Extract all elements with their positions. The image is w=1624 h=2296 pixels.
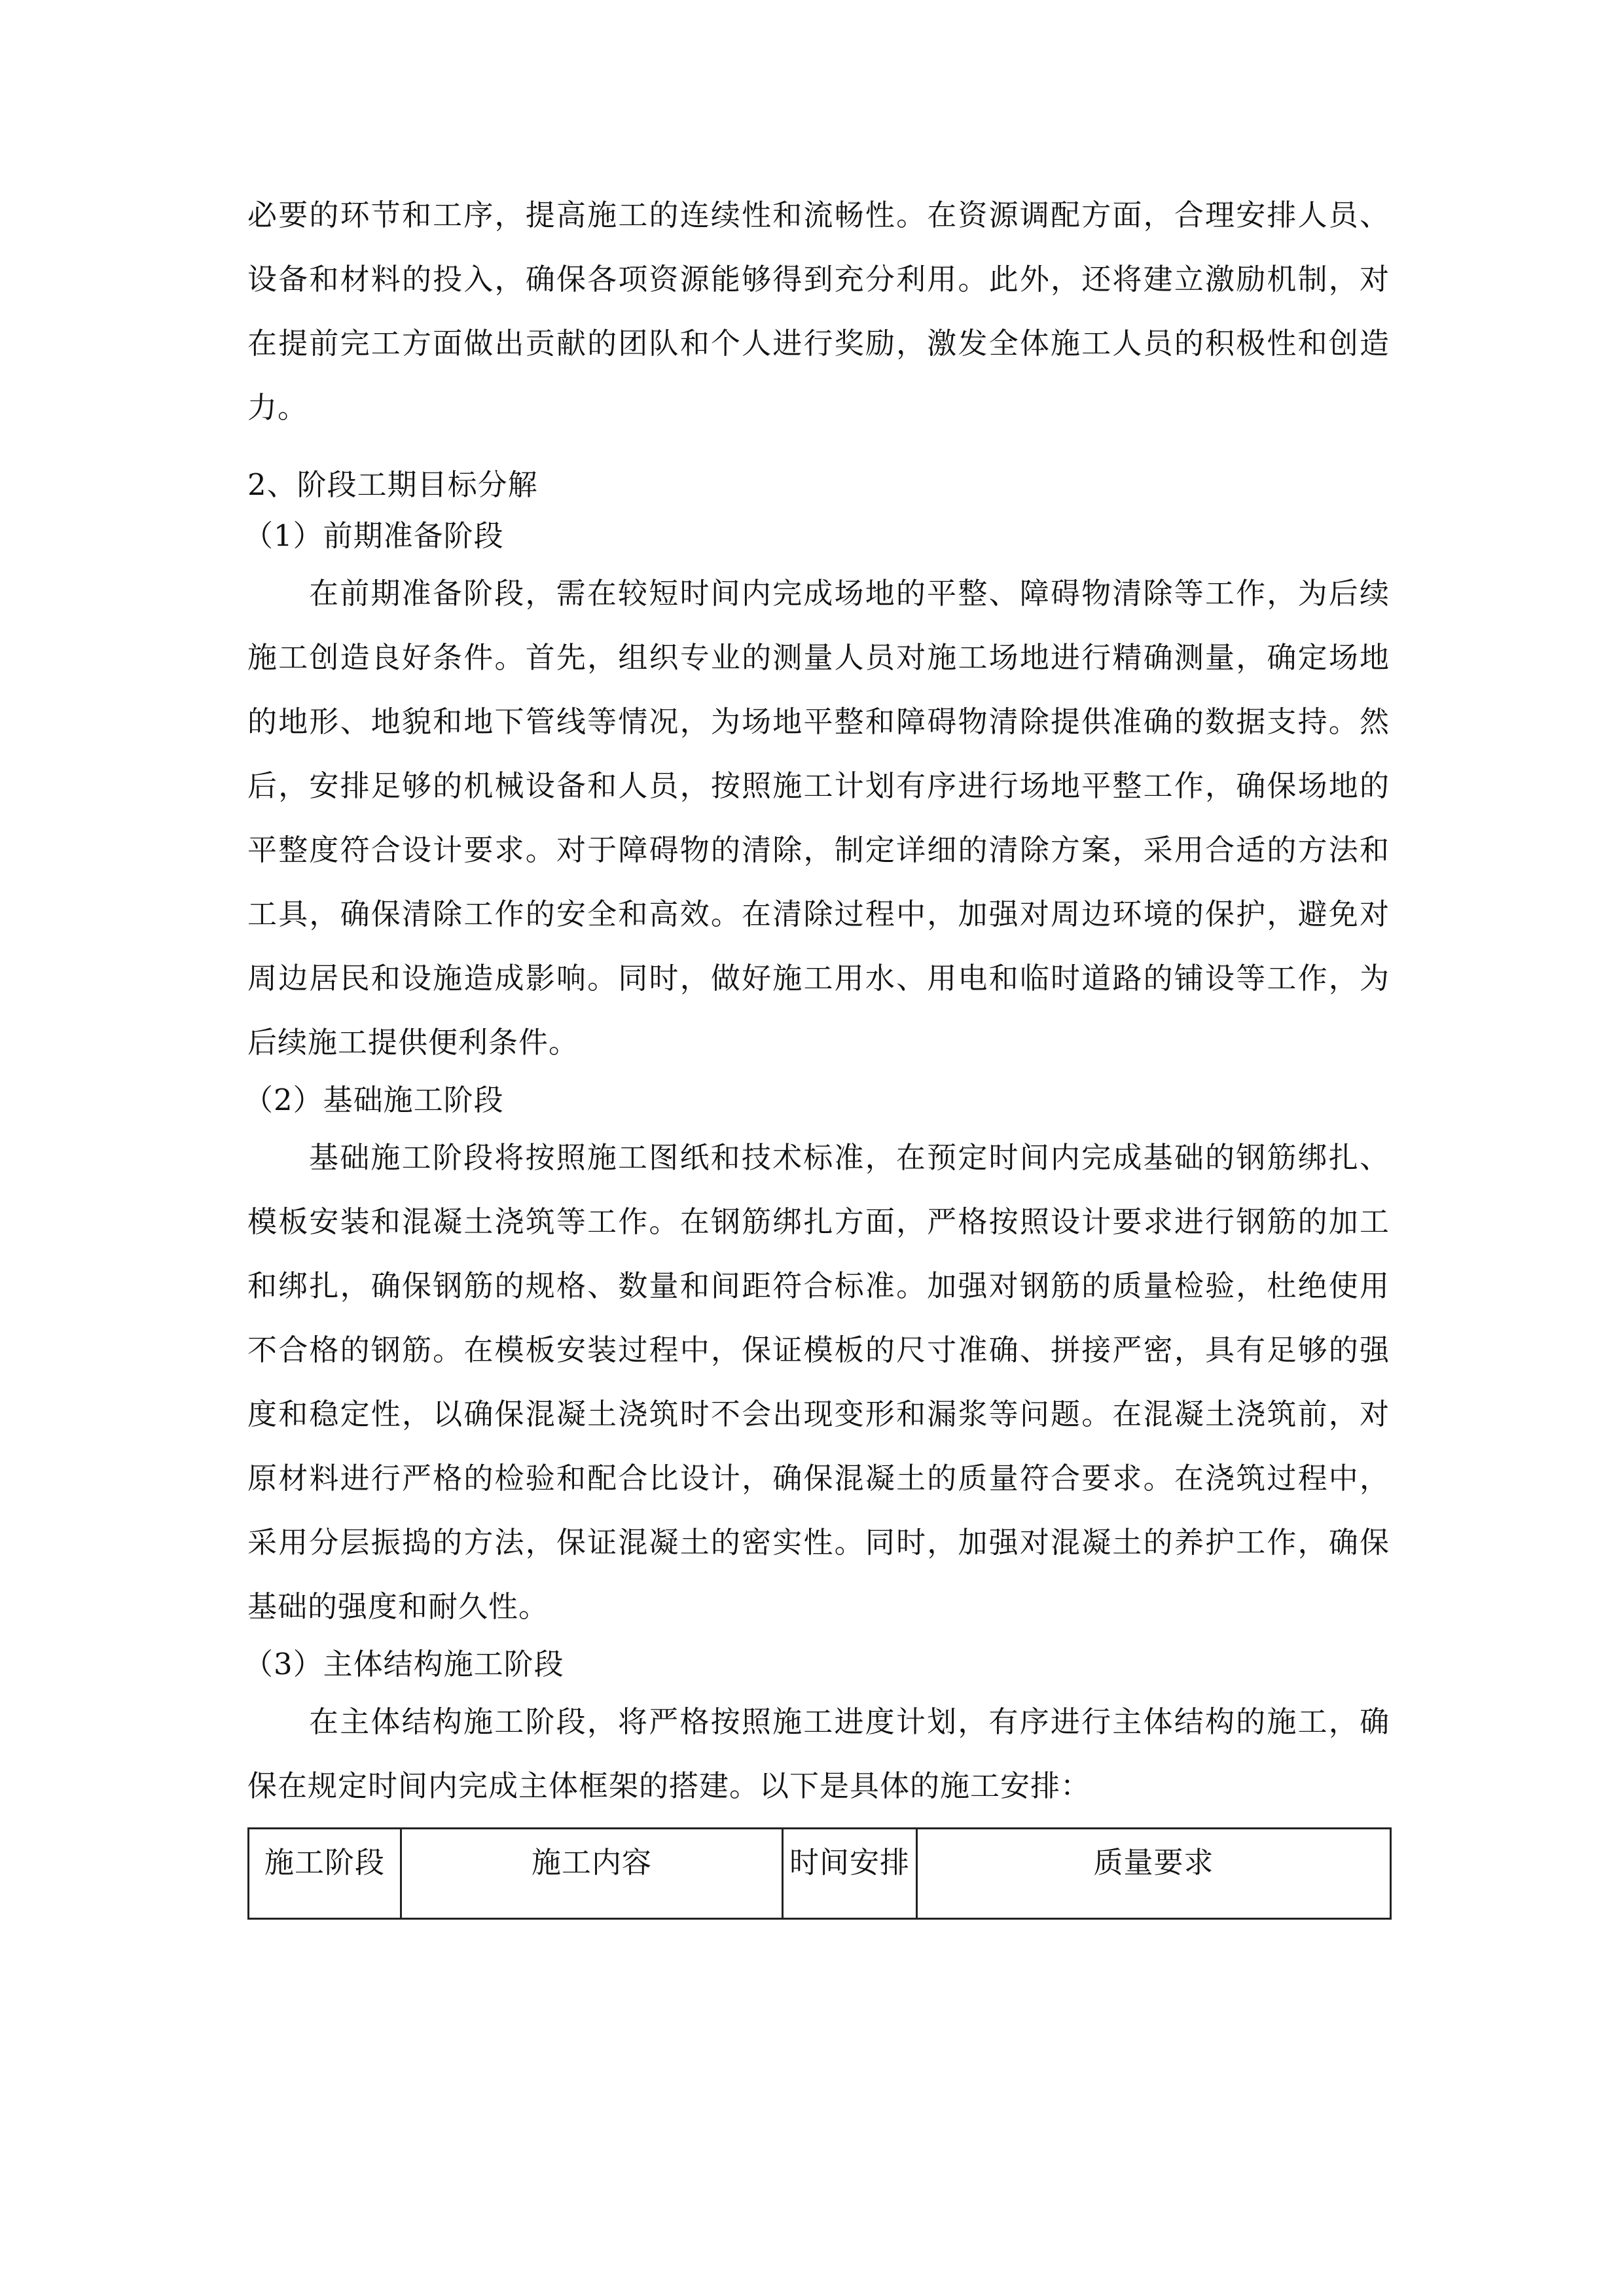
table-header-content: 施工内容: [401, 1829, 783, 1919]
table-header-quality: 质量要求: [917, 1829, 1391, 1919]
table-header-row: [249, 1829, 1391, 1919]
stage-heading-main-structure: （3）主体结构施工阶段: [244, 1647, 564, 1681]
section-heading: 2、阶段工期目标分解: [247, 467, 538, 502]
table-header-schedule: 时间安排: [783, 1829, 917, 1919]
stage-body-prep: 在前期准备阶段，需在较短时间内完成场地的平整、障碍物清除等工作，为后续施工创造良好条件。首先，组织专业的测量人员对施工场地进行精确测量，确定场地的地形、地貌和地下管线等情况，为场地平整和障碍物清除提供准确的数据支持。然后，安排足够的机械设备和人员，按照施工计划有序进行场地平整工作，确保场地的平整度符合设计要求。对于障碍物的清除，制定详细的清除方案，采用合适的方法和工具，确保清除工作的安全和高效。在清除过程中，加强对周边环境的保护，避免对周边居民和设施造成影响。同时，做好施工用水、用电和临时道路的铺设等工作，为后续施工提供便利条件。: [247, 576, 1390, 1060]
stage-body-foundation: 基础施工阶段将按照施工图纸和技术标准，在预定时间内完成基础的钢筋绑扎、模板安装和混凝土浇筑等工作。在钢筋绑扎方面，严格按照设计要求进行钢筋的加工和绑扎，确保钢筋的规格、数量和间距符合标准。加强对钢筋的质量检验，杜绝使用不合格的钢筋。在模板安装过程中，保证模板的尺寸准确、拼接严密，具有足够的强度和稳定性，以确保混凝土浇筑时不会出现变形和漏浆等问题。在混凝土浇筑前，对原材料进行严格的检验和配合比设计，确保混凝土的质量符合要求。在浇筑过程中，采用分层振捣的方法，保证混凝土的密实性。同时，加强对混凝土的养护工作，确保基础的强度和耐久性。: [247, 1140, 1390, 1624]
document-page: [244, 183, 1390, 1920]
stage-heading-prep: （1）前期准备阶段: [244, 518, 504, 553]
stage-heading-foundation: （2）基础施工阶段: [244, 1083, 504, 1117]
intro-paragraph: 必要的环节和工序，提高施工的连续性和流畅性。在资源调配方面，合理安排人员、设备和材料的投入，确保各项资源能够得到充分利用。此外，还将建立激励机制，对在提前完工方面做出贡献的团队和个人进行奖励，激发全体施工人员的积极性和创造力。: [247, 198, 1390, 425]
stage-body-main-structure: 在主体结构施工阶段，将严格按照施工进度计划，有序进行主体结构的施工，确保在规定时间内完成主体框架的搭建。以下是具体的施工安排：: [247, 1704, 1390, 1803]
table-header-stage: 施工阶段: [249, 1829, 401, 1919]
construction-schedule-table: [247, 1827, 1392, 1920]
